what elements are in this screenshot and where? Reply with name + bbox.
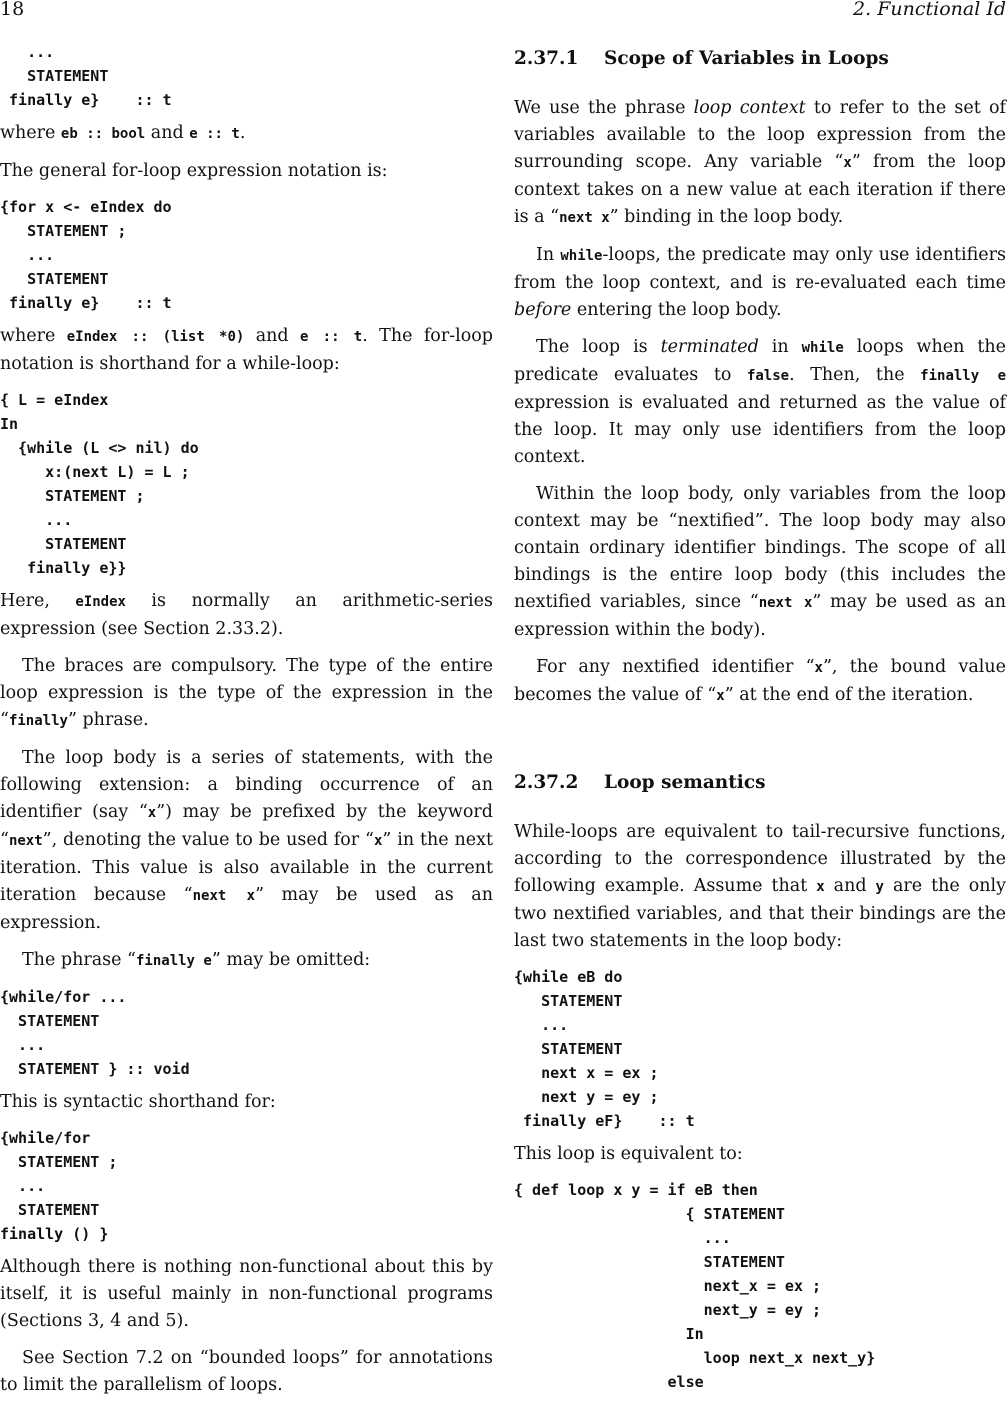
paragraph: The loop is terminated in while loops when the predicate evaluates to false. Then, the finally e expression is evaluated and returned as the value of the loop. It may only use identifiers from the loop context. bbox=[514, 337, 1007, 467]
running-title: 2. Functional Id bbox=[853, 0, 1006, 20]
code-block-while: { L = eIndex In {while (L <> nil) do x:(next L) = L ; STATEMENT ; ... STATEMENT finally e}} bbox=[0, 391, 199, 577]
code-block-for: {for x <- eIndex do STATEMENT ; ... STATEMENT finally e} :: t bbox=[0, 198, 172, 312]
paragraph: In while-loops, the predicate may only use identifiers from the loop context, and is re-evaluated each time before entering the loop body. bbox=[514, 245, 1006, 320]
paragraph: This is syntactic shorthand for: bbox=[0, 1092, 276, 1112]
section-heading: 2.37.2 Loop semantics bbox=[514, 772, 766, 793]
code-block-top: ... STATEMENT finally e} :: t bbox=[9, 43, 172, 109]
paragraph: The phrase “finally e” may be omitted: bbox=[22, 950, 371, 970]
paragraph: While-loops are equivalent to tail-recursive functions, according to the correspondence illustrated by the following example. Assume that x and y are the only two nextified variables, and that their bindings are the last two statements in the loop body: bbox=[514, 822, 1007, 951]
paragraph: where eb :: bool and e :: t. bbox=[0, 123, 246, 143]
paragraph: Within the loop body, only variables from the loop context may be “nextified”. The loop body may also contain ordinary identifier bindings. The scope of all bindings is the entire loop body (this includes the nextified variables, since “next x” may be used as an expression within the body). bbox=[514, 484, 1006, 640]
paragraph: For any nextified identifier “x”, the bound value becomes the value of “x” at the end of the iteration. bbox=[514, 657, 1006, 705]
paragraph: where eIndex :: (list *0) and e :: t. The for-loop notation is shorthand for a while-loop: bbox=[0, 326, 493, 374]
page-number: 18 bbox=[0, 0, 25, 20]
code-block-loop: {while eB do STATEMENT ... STATEMENT next x = ex ; next y = ey ; finally eF} :: t bbox=[514, 968, 695, 1130]
paragraph: This loop is equivalent to: bbox=[514, 1144, 743, 1164]
code-block-shorthand: {while/for STATEMENT ; ... STATEMENT finally () } bbox=[0, 1129, 118, 1243]
section-heading: 2.37.1 Scope of Variables in Loops bbox=[514, 48, 889, 69]
paragraph: Although there is nothing non-functional about this by itself, it is useful mainly in non-functional programs (Sections 3, 4 and 5). bbox=[0, 1257, 493, 1331]
paragraph: The loop body is a series of statements, with the following extension: a binding occurrence of an identifier (say “x”) may be prefixed by the keyword “next”, denoting the value to be used for “x” in the next iteration. This value is also available in the current iteration because “next x” may be used as an expression. bbox=[0, 748, 493, 933]
paragraph: Here, eIndex is normally an arithmetic-series expression (see Section 2.33.2). bbox=[0, 591, 493, 639]
paragraph: The braces are compulsory. The type of the entire loop expression is the type of the expression in the “finally” phrase. bbox=[0, 656, 493, 730]
paragraph: See Section 7.2 on “bounded loops” for annotations to limit the parallelism of loops. bbox=[0, 1348, 493, 1395]
right-column bbox=[514, 40, 1006, 1402]
code-block-omit: {while/for ... STATEMENT ... STATEMENT } :: void bbox=[0, 988, 190, 1078]
paragraph: We use the phrase loop context to refer to the set of variables available to the loop expression from the surrounding scope. Any variable “x” from the loop context takes on a new value at each iteration if there is a “next x” binding in the loop body. bbox=[514, 98, 1006, 227]
code-block-def: { def loop x y = if eB then { STATEMENT ... STATEMENT next_x = ex ; next_y = ey ; In loop next_x next_y} else bbox=[514, 1181, 876, 1391]
paragraph: The general for-loop expression notation is: bbox=[0, 161, 388, 181]
left-column bbox=[0, 40, 493, 1409]
